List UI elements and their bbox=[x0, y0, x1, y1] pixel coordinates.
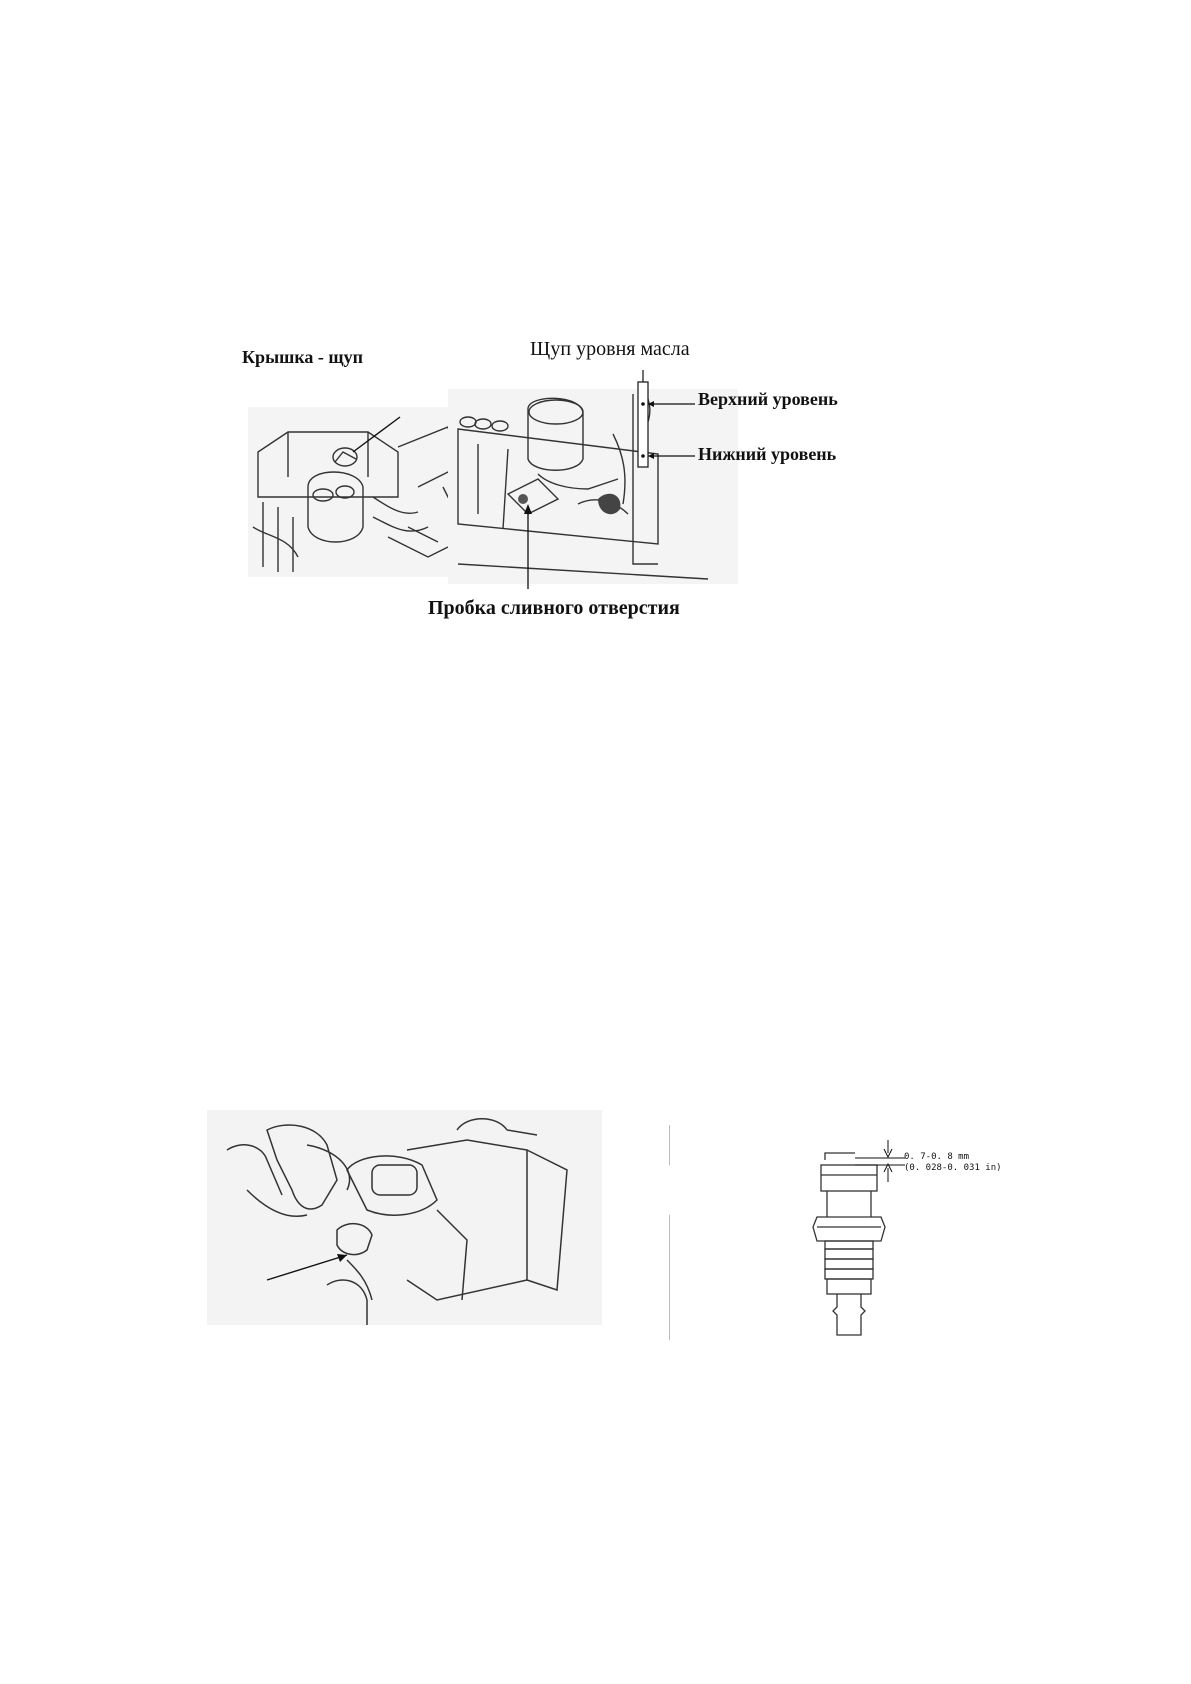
filler-cap-dipstick-label: Крышка - щуп bbox=[242, 347, 363, 367]
oil-check-figure bbox=[230, 338, 930, 632]
gap-mm-label: 0. 7-0. 8 mm bbox=[904, 1152, 970, 1162]
spark-plug-removal-illustration bbox=[207, 1110, 602, 1325]
engine-filler-cap-illustration bbox=[248, 407, 473, 577]
dipstick-label: Щуп уровня масла bbox=[530, 338, 690, 360]
figure-divider-bottom bbox=[669, 1215, 670, 1340]
dipstick-scale bbox=[635, 370, 695, 480]
upper-level-label: Верхний уровень bbox=[698, 389, 838, 409]
drain-plug-label: Пробка сливного отверстия bbox=[428, 597, 680, 619]
gap-arrows bbox=[880, 1140, 896, 1185]
lower-level-label: Нижний уровень bbox=[698, 444, 837, 464]
figure-divider-top bbox=[669, 1125, 670, 1165]
gap-in-label: (0. 028-0. 031 in) bbox=[904, 1163, 1002, 1173]
